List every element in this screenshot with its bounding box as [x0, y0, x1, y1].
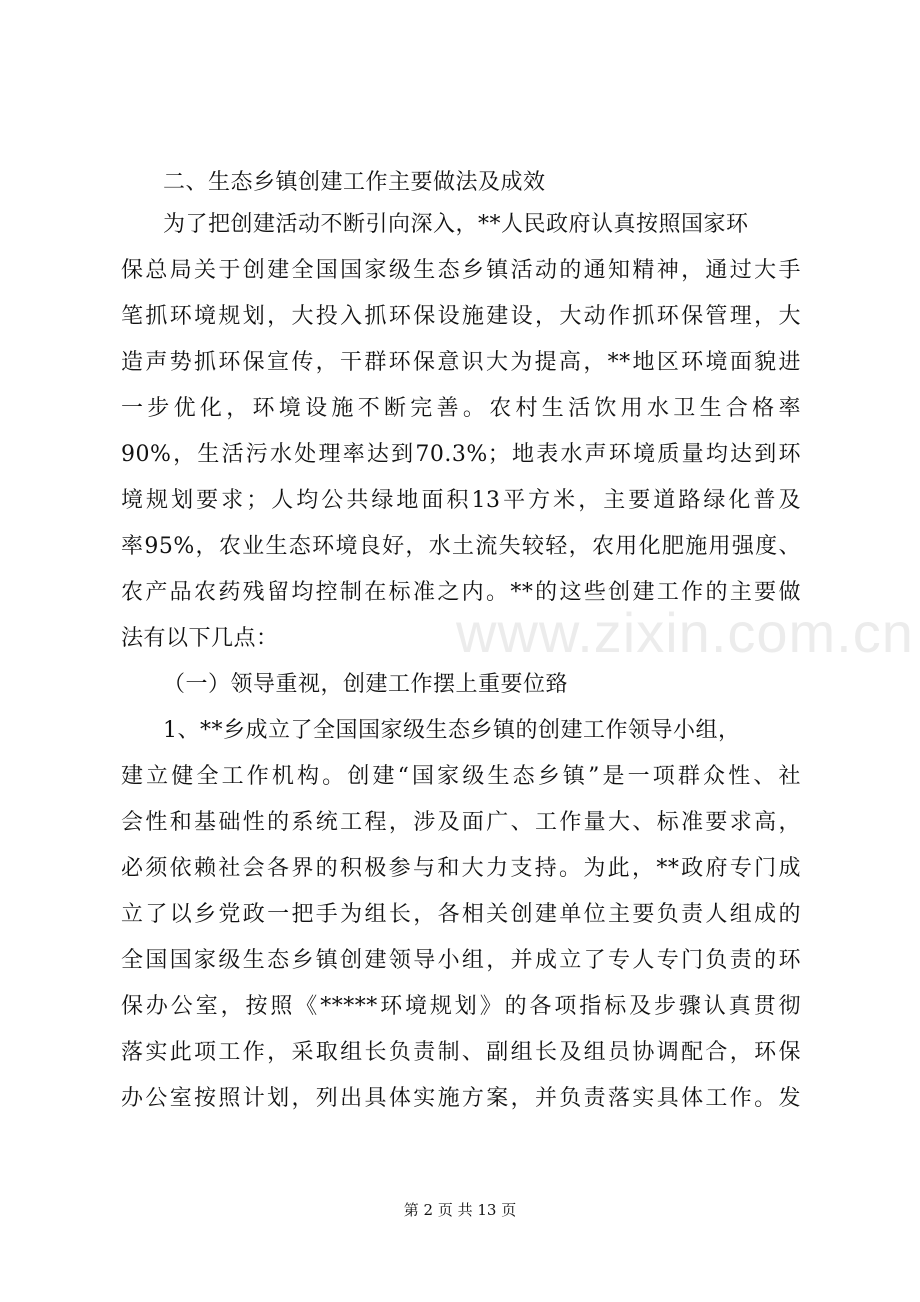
paragraph-line: 率95%，农业生态环境良好，水土流失较轻，农用化肥施用强度、: [121, 534, 801, 559]
paragraph-line: 1、**乡成立了全国国家级生态乡镇的创建工作领导小组，: [163, 718, 741, 743]
page-number-footer: 第 2 页 共 13 页: [403, 1201, 517, 1219]
paragraph-line: 必须依赖社会各界的积极参与和大力支持。为此，**政府专门成: [121, 856, 801, 881]
paragraph-line: 会性和基础性的系统工程，涉及面广、工作量大、标准要求高，: [121, 810, 801, 835]
paragraph-line: 保总局关于创建全国国家级生态乡镇活动的通知精神，通过大手: [121, 258, 801, 283]
paragraph-line: 全国国家级生态乡镇创建领导小组，并成立了专人专门负责的环: [121, 948, 801, 973]
paragraph-line: 落实此项工作，采取组长负责制、副组长及组员协调配合，环保: [121, 1040, 801, 1065]
section-heading: 二、生态乡镇创建工作主要做法及成效: [163, 170, 546, 195]
paragraph-line: 农产品农药残留均控制在标准之内。**的这些创建工作的主要做: [121, 580, 801, 605]
paragraph-line: 境规划要求；人均公共绿地面积13平方米，主要道路绿化普及: [121, 488, 801, 513]
paragraph-line: 一步优化，环境设施不断完善。农村生活饮用水卫生合格率: [121, 396, 801, 421]
paragraph-line: 法有以下几点：: [121, 626, 279, 651]
paragraph-line: 办公室按照计划，列出具体实施方案，并负责落实具体工作。发: [121, 1086, 801, 1111]
watermark: www.zixin.com.cn: [456, 601, 914, 664]
paragraph-line: 为了把创建活动不断引向深入，**人民政府认真按照国家环: [163, 212, 749, 237]
paragraph-line: 造声势抓环保宣传，干群环保意识大为提高，**地区环境面貌进: [121, 350, 801, 375]
subsection-heading: （一）领导重视，创建工作摆上重要位臵: [163, 672, 569, 697]
paragraph-line: 90%，生活污水处理率达到70.3%；地表水声环境质量均达到环: [121, 442, 801, 467]
paragraph-line: 建立健全工作机构。创建“国家级生态乡镇”是一项群众性、社: [121, 764, 801, 789]
paragraph-line: 笔抓环境规划，大投入抓环保设施建设，大动作抓环保管理，大: [121, 304, 801, 329]
paragraph-line: 立了以乡党政一把手为组长，各相关创建单位主要负责人组成的: [121, 902, 801, 927]
paragraph-line: 保办公室，按照《*****环境规划》的各项指标及步骤认真贯彻: [121, 994, 801, 1019]
